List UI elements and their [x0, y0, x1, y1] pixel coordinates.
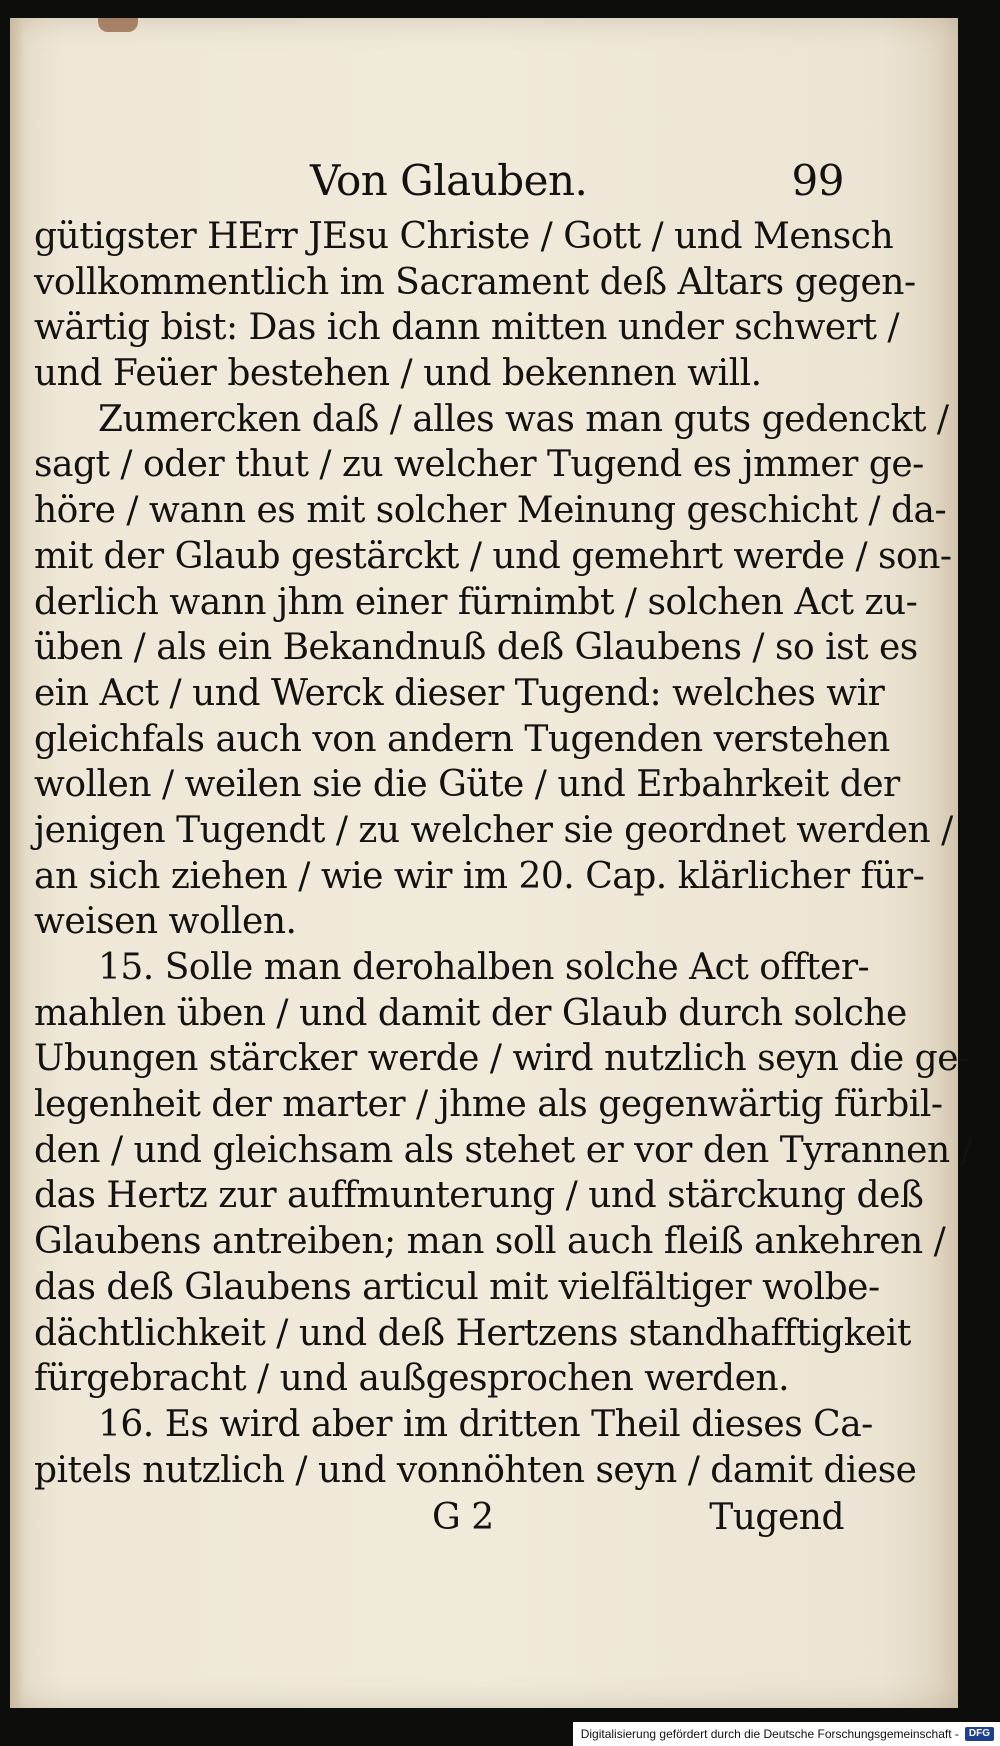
credit-text: Digitalisierung gefördert durch die Deutsche Forschungsgemeinschaft -	[580, 1727, 959, 1741]
text-line: vollkommentlich im Sacrament deß Altars gegen-	[34, 261, 916, 303]
running-head	[34, 148, 864, 214]
page-foot	[34, 1493, 864, 1543]
text-line: weisen wollen.	[34, 901, 297, 943]
text-line: gleichfals auch von andern Tugenden verstehen	[34, 718, 890, 760]
running-title: Von Glauben.	[310, 156, 588, 205]
text-line: Glaubens antreiben; man soll auch fleiß ankehren /	[34, 1221, 946, 1263]
text-line: wärtig bist: Das ich dann mitten under schwert /	[34, 307, 899, 349]
text-line: höre / wann es mit solcher Meinung geschicht / da-	[34, 490, 947, 532]
text-line: ein Act / und Werck dieser Tugend: welches wir	[34, 672, 885, 714]
text-line: wollen / weilen sie die Güte / und Erbahrkeit der	[34, 764, 900, 806]
signature-mark: G 2	[432, 1497, 494, 1539]
text-line: 15. Solle man derohalben solche Act offter-	[98, 947, 870, 988]
text-line: das Hertz zur auffmunterung / und stärckung deß	[34, 1175, 924, 1217]
page-number: 99	[791, 156, 844, 205]
text-line: derlich wann jhm einer fürnimbt / solchen Act zu-	[34, 581, 918, 623]
text-line: und Feüer bestehen / und bekennen will.	[34, 353, 762, 395]
book-page	[10, 18, 973, 1708]
text-line: Zumercken daß / alles was man guts gedenckt /	[98, 398, 949, 440]
text-line: jenigen Tugendt / zu welcher sie geordnet werden /	[34, 809, 953, 851]
page-stain	[98, 18, 138, 32]
dfg-logo-icon: DFG	[965, 1727, 994, 1741]
text-line: mahlen üben / und damit der Glaub durch solche	[34, 992, 907, 1034]
text-line: dächtlichkeit / und deß Hertzens standhafftigkeit	[34, 1312, 911, 1354]
page-text-block	[34, 148, 973, 1543]
text-line: sagt / oder thut / zu welcher Tugend es jmmer ge-	[34, 444, 924, 486]
text-line: mit der Glaub gestärckt / und gemehrt werde / son-	[34, 535, 952, 577]
text-line: Ubungen stärcker werde / wird nutzlich seyn die ge-	[34, 1038, 970, 1080]
text-line: den / und gleichsam als stehet er vor den Tyrannen /	[34, 1129, 973, 1171]
body-text	[34, 214, 973, 1493]
digitization-credit	[573, 1722, 1000, 1746]
text-line: 16. Es wird aber im dritten Theil dieses Ca-	[98, 1403, 873, 1445]
text-line: üben / als ein Bekandnuß deß Glaubens / so ist es	[34, 627, 918, 669]
text-line: das deß Glaubens articul mit vielfältiger wolbe-	[34, 1266, 880, 1308]
text-line: fürgebracht / und außgesprochen werden.	[34, 1358, 790, 1400]
text-line: legenheit der marter / jhme als gegenwärtig fürbil-	[34, 1084, 943, 1126]
catchword: Tugend	[709, 1497, 844, 1539]
text-line: an sich ziehen / wie wir im 20. Cap. klärlicher für-	[34, 855, 925, 897]
text-line: gütigster HErr JEsu Christe / Gott / und Mensch	[34, 216, 894, 257]
text-line: pitels nutzlich / und vonnöhten seyn / damit diese	[34, 1449, 917, 1491]
